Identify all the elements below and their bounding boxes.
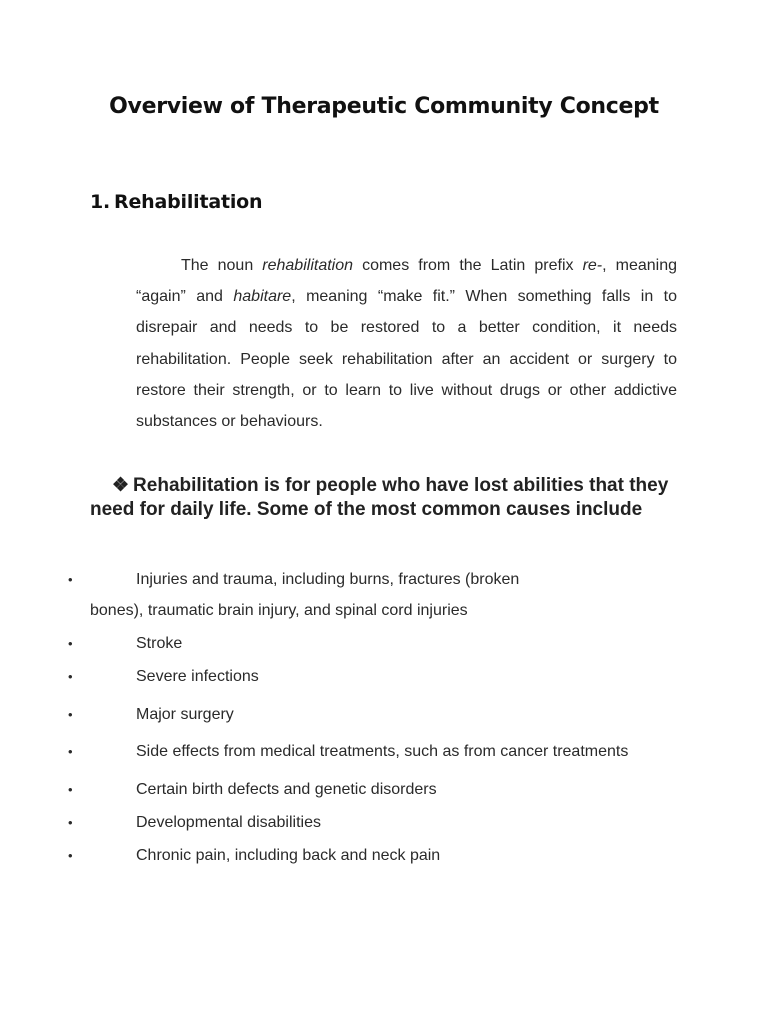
list-item-text: Developmental disabilities: [136, 814, 321, 831]
list-item-text: Injuries and trauma, including burns, fractures (broken: [136, 571, 520, 588]
bullet-icon: •: [68, 707, 73, 722]
body-paragraph: [136, 250, 677, 437]
section-number: 1.: [90, 191, 111, 213]
list-item-text: Chronic pain, including back and neck pain: [136, 847, 441, 864]
bullet-icon: •: [68, 815, 73, 830]
list-item-text: Major surgery: [136, 706, 234, 723]
paragraph-text-4: , meaning “make fit.” When something falls in to disrepair and needs to be restored to a better condition, it needs rehabilitation. People seek rehabilitation after an accident or surgery to restore their strength, or to learn to live without drugs or other addictive substances or behaviours.: [136, 288, 678, 431]
paragraph-text-2: comes from the Latin prefix: [353, 257, 583, 274]
bullet-icon: •: [68, 744, 73, 759]
list-item-text: Side effects from medical treatments, such as from cancer treatments: [136, 743, 629, 760]
paragraph-term-habitare: habitare: [233, 288, 292, 306]
list-item: [0, 781, 768, 801]
section-heading: [90, 191, 262, 213]
bullet-icon: •: [68, 782, 73, 797]
bullet-icon: •: [68, 669, 73, 684]
list-item-text: Stroke: [136, 635, 183, 652]
bullet-icon: •: [68, 848, 73, 863]
paragraph-term-rehabilitation: rehabilitation: [262, 257, 354, 274]
page-title: Overview of Therapeutic Community Concept: [109, 94, 659, 119]
highlight-text: Rehabilitation is for people who have lost abilities that they need for daily life. Some of the most common causes include: [90, 475, 669, 520]
list-item: [0, 571, 768, 621]
list-item: [0, 635, 768, 655]
diamond-bullet-icon: ❖: [112, 475, 130, 496]
bullet-icon: •: [68, 572, 73, 587]
paragraph-term-re: re-: [582, 257, 603, 274]
paragraph-text-3: , meaning “again” and: [136, 257, 678, 306]
list-item: [0, 706, 768, 726]
list-item-text: Certain birth defects and genetic disorders: [136, 781, 437, 798]
paragraph-text-1: The noun: [181, 257, 263, 274]
bullet-icon: •: [68, 636, 73, 651]
list-item-text-continued: bones), traumatic brain injury, and spinal cord injuries: [90, 602, 468, 619]
section-heading-text: Rehabilitation: [114, 191, 263, 213]
list-item: [0, 847, 768, 867]
list-item: [0, 743, 768, 763]
list-item: [0, 814, 768, 834]
list-item: [0, 668, 768, 688]
highlight-statement: [90, 474, 680, 522]
list-item-text: Severe infections: [136, 668, 259, 685]
